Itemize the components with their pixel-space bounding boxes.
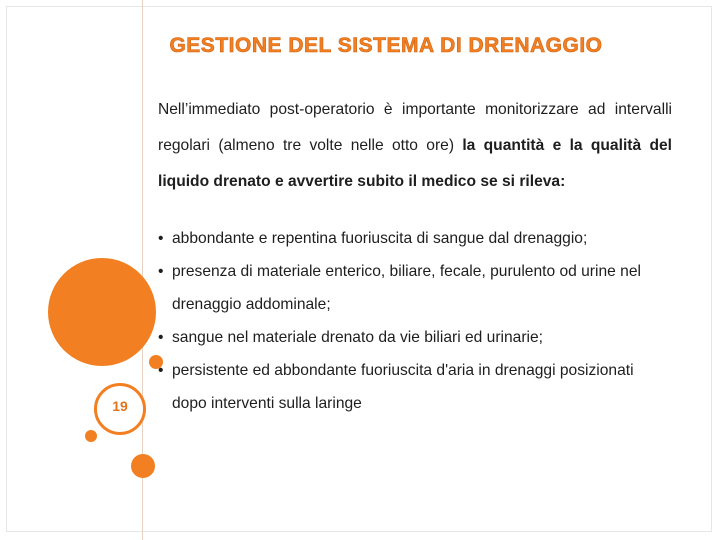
slide-number: 19 — [112, 398, 128, 414]
intro-text: Nell’immediato post-operatorio è importante monitorizzare ad intervalli regolari (almeno tre volte nelle otto ore) — [158, 101, 672, 154]
list-item: • abbondante e repentina fuoriuscita di sangue dal drenaggio; — [158, 222, 672, 255]
decorative-circle-small — [85, 430, 97, 442]
intro-bold-text: la quantità e la qualità del liquido drenato e avvertire subito il medico se si rileva: — [158, 137, 672, 190]
bullet-list — [158, 222, 672, 420]
decorative-circle-medium — [131, 454, 155, 478]
intro-paragraph — [158, 92, 672, 200]
decorative-circle-large — [48, 258, 156, 366]
list-item: • persistente ed abbondante fuoriuscita d'aria in drenaggi posizionati dopo interventi sulla laringe — [158, 354, 672, 420]
slide-title: GESTIONE DEL SISTEMA DI DRENAGGIO — [169, 34, 603, 57]
list-item: • sangue nel materiale drenato da vie biliari ed urinarie; — [158, 321, 672, 354]
list-item: • presenza di materiale enterico, biliare, fecale, purulento od urine nel drenaggio addominale; — [158, 255, 672, 321]
